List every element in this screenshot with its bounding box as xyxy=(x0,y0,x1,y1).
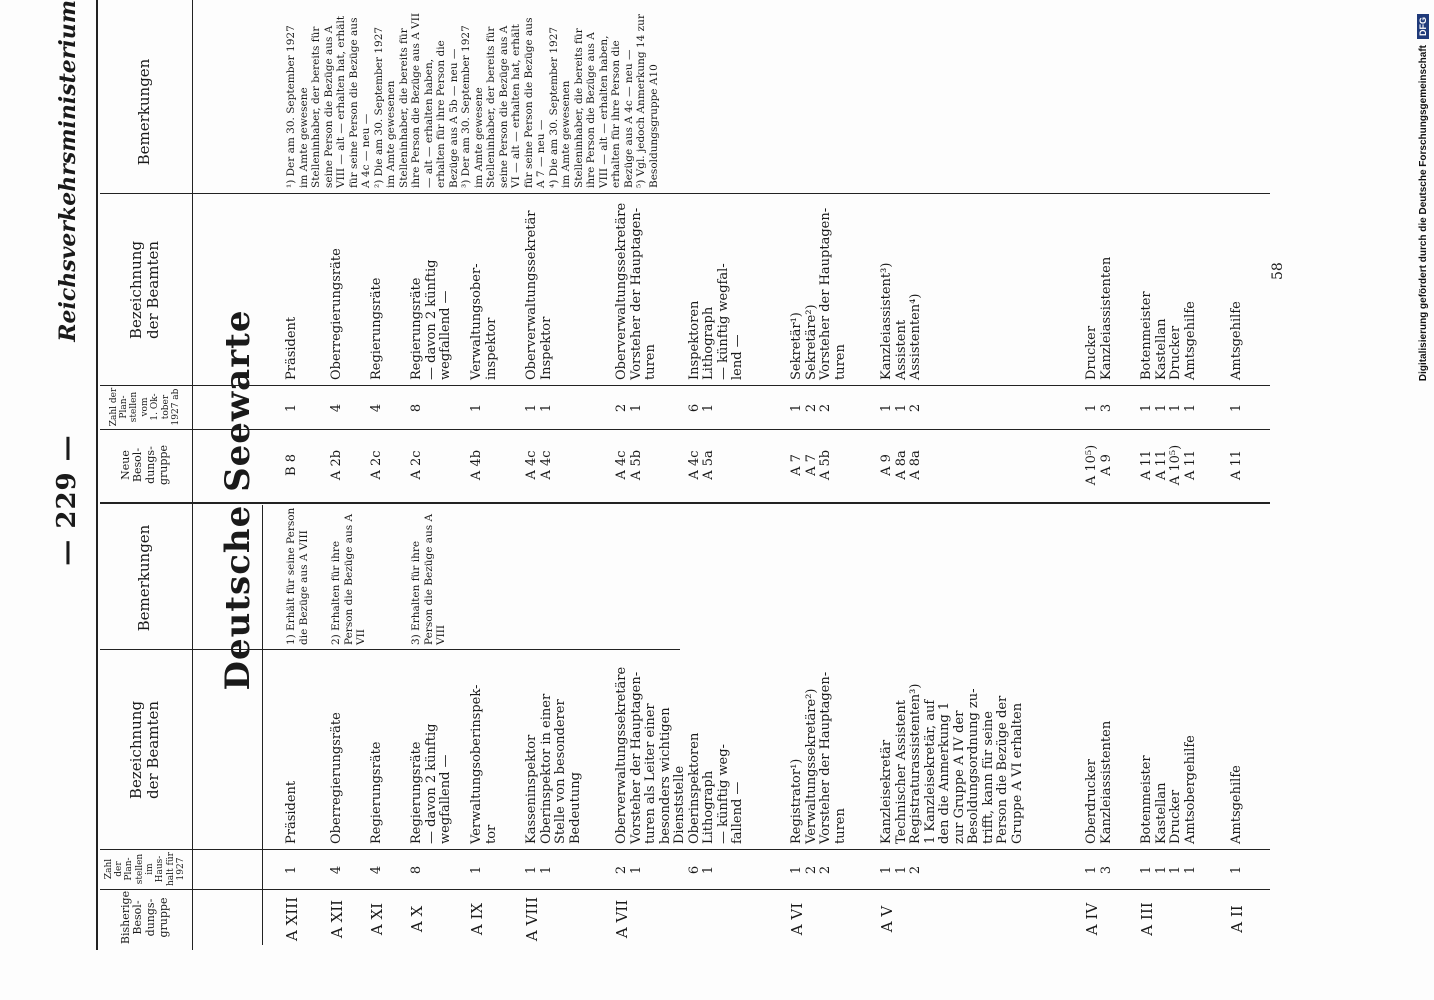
digitization-text: Digitalisierung gefördert durch die Deutsche Forschungsgemeinschaft xyxy=(1417,45,1429,382)
right-table-count-cell: 1 1 xyxy=(524,403,554,413)
left-table-title-cell: Kanzleisekretär Technischer Assistent Registraturassistenten³) 1 Kanzleisekretär, auf den die Anmerkung 1 zur Gruppe A IV der Besoldungsordnung zu- trifft, kann für seine Person die Bezüge der Gruppe A VI erhalten xyxy=(879,683,1025,844)
right-table-grp-cell: A 2c xyxy=(369,450,384,480)
left-table-grp-cell: A XII xyxy=(328,899,346,939)
header-bemerkungen-right: Bemerkungen xyxy=(135,58,154,166)
right-table-count-cell: 2 1 6 1 xyxy=(614,403,716,413)
left-table-grp-cell: A VII xyxy=(613,899,631,939)
right-table-count-cell: 1 xyxy=(1229,403,1244,413)
right-table-grp-cell: A 4c A 5b A 4c A 5a xyxy=(614,449,716,481)
left-table-count-cell: 1 xyxy=(1229,865,1244,875)
right-table-title-cell: Oberverwaltungssekretär Inspektor xyxy=(524,210,554,380)
ministry-title: Reichsverkehrsministerium xyxy=(55,0,81,342)
left-table-count-cell: 1 1 xyxy=(524,865,554,875)
right-table-grp-cell: A 4c A 4c xyxy=(524,450,554,480)
left-table-title-cell: Registrator¹) Verwaltungssekretäre²) Vorsteher der Hauptagen- turen xyxy=(789,671,848,844)
section-title: Deutsche Seewarte xyxy=(218,309,258,691)
left-table-title-cell: Oberverwaltungssekretäre Vorsteher der Hauptagen- turen als Leiter einer besonders wichtigen Dienststelle Oberinspektoren Lithograph — künftig weg- fallend — xyxy=(614,666,745,844)
header-neue-gruppe: Neue Besol- dungs- gruppe xyxy=(118,445,170,485)
left-table-grp-cell: A VIII xyxy=(523,896,541,942)
right-table-grp-cell: A 2b xyxy=(329,449,344,481)
left-table-title-cell: Regierungsräte — davon 2 künftig wegfallend — xyxy=(409,723,453,844)
col-rule xyxy=(100,429,1270,430)
left-table-count-cell: 1 2 2 xyxy=(789,865,833,875)
sheet-number: 58 xyxy=(1270,262,1286,280)
left-table-grp-cell: A III xyxy=(1138,902,1156,936)
left-table-note-cell: 2) Erhalten für ihre Person die Bezüge aus A VII xyxy=(330,513,367,645)
right-table-count-cell: 1 xyxy=(284,403,299,413)
right-table-count-cell: 1 1 2 xyxy=(879,403,923,413)
left-table-title-cell: Regierungsräte xyxy=(369,741,384,844)
left-table-count-cell: 8 xyxy=(409,865,424,875)
right-table-grp-cell: A 11 A 11 A 10⁵) A 11 xyxy=(1139,444,1198,486)
right-table-grp-cell: A 11 xyxy=(1229,449,1244,481)
top-rule xyxy=(96,0,98,950)
header-zahl-1927: Zahl der Plan- stellen im Haus- halt für 1927 xyxy=(103,852,187,886)
header-bemerkungen-left: Bemerkungen xyxy=(135,524,154,632)
right-table-count-cell: 4 xyxy=(329,403,344,413)
right-table-title-cell: Präsident xyxy=(284,316,299,380)
col-rule xyxy=(100,193,1270,194)
remarks-footnotes: ¹) Der am 30. September 1927 im Amte gewesene Stelleninhaber, der bereits für seine Person die Bezüge aus A VIII — alt — erhalten hat, erhält für seine Person die Bezüge aus A 4c — neu — ²) Die am 30. September 1927 im Amte gewesenen Stelleninhaber, die bereits für ihre Person die Bezüge aus A VII — alt — erhalten haben, erhalten für ihre Person die Bezüge aus A 5b — neu — ³) Der am 30. September 1927 im Amte gewesene Stelleninhaber, der bereits für seine Person die Bezüge aus A VI — alt — erhalten hat, erhält für seine Person die Bezüge aus A 7 — neu — ⁴) Die am 30. September 1927 im Amte gewesenen Stelleninhaber, die bereits für ihre Person die Bezüge aus A VIII — alt — erhalten haben, erhalten für ihre Person die Bezüge aus A 4c — neu — ⁵) Vgl. jedoch Anmerkung 14 zur Besoldungsgruppe A10 xyxy=(285,12,660,188)
left-table-note-cell: 1) Erhält für seine Person die Bezüge aus A VIII xyxy=(285,507,310,645)
left-table-grp-cell: A XIII xyxy=(283,896,301,942)
header-rule xyxy=(192,0,193,950)
digitization-notice xyxy=(1416,14,1430,994)
left-table-count-cell: 1 xyxy=(284,865,299,875)
left-table-grp-cell: A IV xyxy=(1083,902,1101,936)
left-table-count-cell: 4 xyxy=(329,865,344,875)
right-table-grp-cell: A 4b xyxy=(469,449,484,481)
right-table-title-cell: Regierungsräte xyxy=(369,277,384,380)
col-rule xyxy=(100,889,1270,890)
right-table-grp-cell: A 2c xyxy=(409,450,424,480)
left-table-grp-cell: A VI xyxy=(788,902,806,936)
left-table-title-cell: Kasseninspektor Oberinspektor in einer Stelle von besonderer Bedeutung xyxy=(524,693,583,844)
right-table-count-cell: 1 2 2 xyxy=(789,403,833,413)
left-table-title-cell: Oberregierungsräte xyxy=(329,712,344,844)
left-table-count-cell: 2 1 6 1 xyxy=(614,865,716,875)
col-rule xyxy=(100,849,1270,850)
left-table-count-cell: 1 1 1 1 xyxy=(1139,865,1198,875)
right-table-title-cell: Verwaltungsober- inspektor xyxy=(469,263,499,380)
left-table-count-cell: 4 xyxy=(369,865,384,875)
left-table-grp-cell: A II xyxy=(1228,905,1246,933)
right-table-title-cell: Regierungsräte — davon 2 künftig wegfallend — xyxy=(409,259,453,380)
left-table-grp-cell: A XI xyxy=(368,902,386,936)
header-bezeichnung-left: Bezeichnung der Beamten xyxy=(126,700,162,800)
right-table-title-cell: Oberregierungsräte xyxy=(329,248,344,380)
page-number: — 229 — xyxy=(52,434,82,566)
section-rule xyxy=(262,505,263,945)
right-table-grp-cell: A 9 A 8a A 8a xyxy=(879,450,923,480)
right-table-count-cell: 8 xyxy=(409,403,424,413)
right-table-grp-cell: A 7 A 7 A 5b xyxy=(789,449,833,481)
col-rule xyxy=(100,385,1270,386)
header-bezeichnung-right: Bezeichnung der Beamten xyxy=(126,240,162,340)
header-bisherige-gruppe: Bisherige Besol- dungs- gruppe xyxy=(118,890,170,945)
col-rule xyxy=(100,502,1270,504)
col-rule xyxy=(100,649,680,650)
left-table-count-cell: 1 1 2 xyxy=(879,865,923,875)
right-table-count-cell: 1 1 1 1 xyxy=(1139,403,1198,413)
left-table-title-cell: Amtsgehilfe xyxy=(1229,765,1244,844)
left-table-title-cell: Präsident xyxy=(284,780,299,844)
left-table-grp-cell: A IX xyxy=(468,902,486,936)
right-table-grp-cell: B 8 xyxy=(284,454,299,476)
left-table-title-cell: Botenmeister Kastellan Drucker Amtsobergehilfe xyxy=(1139,735,1198,844)
right-table-count-cell: 1 xyxy=(469,403,484,413)
right-table-title-cell: Sekretär¹) Sekretäre²) Vorsteher der Hauptagen- turen xyxy=(789,207,848,380)
left-table-count-cell: 1 xyxy=(469,865,484,875)
left-table-count-cell: 1 3 xyxy=(1084,865,1114,875)
left-table-grp-cell: A X xyxy=(408,905,426,933)
dfg-logo: DFG xyxy=(1417,14,1429,39)
right-table-title-cell: Oberverwaltungssekretäre Vorsteher der Hauptagen- turen Inspektoren Lithograph — künftig wegfal- lend — xyxy=(614,202,745,380)
left-table-title-cell: Oberdrucker Kanzleiassistenten xyxy=(1084,720,1114,844)
right-table-count-cell: 4 xyxy=(369,403,384,413)
right-table-title-cell: Kanzleiassistent³) Assistent Assistenten⁴) xyxy=(879,262,923,380)
right-table-title-cell: Drucker Kanzleiassistenten xyxy=(1084,256,1114,380)
left-table-grp-cell: A V xyxy=(878,905,896,933)
left-table-note-cell: 3) Erhalten für ihre Person die Bezüge aus A VIII xyxy=(410,513,447,645)
right-table-grp-cell: A 10⁵) A 9 xyxy=(1084,444,1114,486)
left-table-title-cell: Verwaltungsoberinspek- tor xyxy=(469,684,499,844)
right-table-title-cell: Amtsgehilfe xyxy=(1229,301,1244,380)
header-zahl-ab-1927: Zahl der Plan- stellen vom 1. Ok- tober 1927 ab xyxy=(108,387,181,427)
right-table-count-cell: 1 3 xyxy=(1084,403,1114,413)
right-table-title-cell: Botenmeister Kastellan Drucker Amtsgehilfe xyxy=(1139,291,1198,380)
